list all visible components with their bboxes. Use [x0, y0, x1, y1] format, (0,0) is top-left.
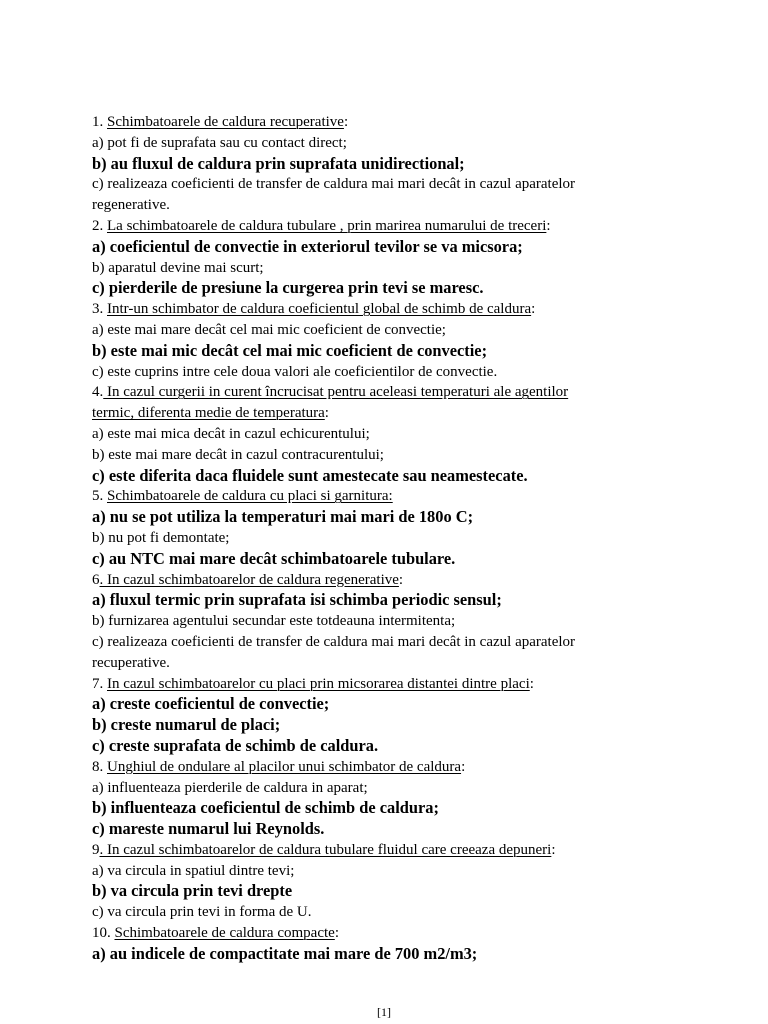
question-5-text — [92, 486, 712, 507]
question-number: 8. — [92, 758, 104, 775]
question-prompt: Schimbatoarele de caldura cu placi si garnitura: — [107, 488, 393, 505]
question-7-text — [92, 674, 712, 695]
question-prompt: Intr-un schimbator de caldura coeficientul global de schimb de caldura — [107, 301, 532, 318]
question-number: 3. — [92, 301, 104, 318]
answer-option: b) este mai mare decât in cazul contracurentului; — [92, 446, 384, 463]
question-prompt: In cazul curgerii in curent încrucisat pentru aceleasi temperaturi ale agentilor — [103, 384, 569, 401]
question-colon: : — [324, 405, 329, 422]
answer-option-correct: a) creste coeficientul de convectie; — [92, 694, 330, 714]
question-colon: : — [551, 841, 556, 858]
answer-option: c) este cuprins intre cele doua valori ale coeficientilor de convectie. — [92, 363, 498, 380]
question-3-text — [92, 299, 712, 320]
question-6-text — [92, 570, 712, 591]
question-10-text — [92, 923, 712, 944]
answer-option-correct: a) au indicele de compactitate mai mare de 700 m2/m3; — [92, 943, 478, 963]
question-number: 1. — [92, 114, 104, 130]
answer-option: c) va circula prin tevi in forma de U. — [92, 904, 312, 921]
answer-option: a) pot fi de suprafata sau cu contact direct; — [92, 134, 347, 151]
answer-option: b) aparatul devine mai scurt; — [92, 259, 264, 276]
question-colon: : — [461, 758, 466, 775]
answer-option: a) este mai mare decât cel mai mic coeficient de convectie; — [92, 321, 446, 338]
answer-option-correct: a) nu se pot utiliza la temperaturi mai mari de 180o C; — [92, 507, 474, 527]
question-prompt: Schimbatoarele de caldura compacte — [114, 925, 335, 942]
page-number: [1] — [377, 1005, 391, 1019]
answer-option: a) va circula in spatiul dintre tevi; — [92, 862, 295, 879]
answer-option: a) influenteaza pierderile de caldura in aparat; — [92, 779, 368, 796]
answer-option: c) realizeaza coeficienti de transfer de caldura mai mari decât in cazul aparatelor — [92, 633, 576, 650]
answer-option: recuperative. — [92, 654, 170, 671]
question-colon: : — [334, 925, 339, 942]
question-prompt: Unghiul de ondulare al placilor unui schimbator de caldura — [107, 758, 462, 775]
question-1-text — [92, 112, 712, 133]
question-number: 10. — [92, 925, 111, 942]
answer-option: c) realizeaza coeficienti de transfer de caldura mai mari decât in cazul aparatelor — [92, 176, 576, 193]
question-number: 5. — [92, 488, 104, 505]
question-prompt: . In cazul schimbatoarelor de caldura tubulare fluidul care creeaza depuneri — [99, 841, 552, 858]
answer-option: regenerative. — [92, 197, 170, 214]
question-colon: : — [529, 675, 534, 692]
question-prompt: La schimbatoarele de caldura tubulare , prin marirea numarului de treceri — [107, 217, 547, 234]
answer-option-correct: c) mareste numarul lui Reynolds. — [92, 819, 325, 839]
question-2-text — [92, 216, 712, 237]
question-number: 6 — [92, 571, 100, 588]
question-9-text — [92, 840, 712, 861]
question-prompt: In cazul schimbatoarelor cu placi prin micsorarea distantei dintre placi — [107, 675, 530, 692]
question-4-text — [92, 382, 712, 403]
answer-option-correct: b) creste numarul de placi; — [92, 715, 281, 735]
question-number: 7. — [92, 675, 104, 692]
answer-option-correct: c) creste suprafata de schimb de caldura. — [92, 735, 379, 755]
answer-option: a) este mai mica decât in cazul echicurentului; — [92, 425, 370, 442]
answer-option-correct: c) au NTC mai mare decât schimbatoarele tubulare. — [92, 548, 456, 568]
question-prompt: termic, diferenta medie de temperatura — [92, 405, 325, 422]
question-number: 2. — [92, 217, 104, 234]
question-4-text-continued — [92, 403, 712, 424]
question-colon: : — [546, 217, 551, 234]
answer-option-correct: a) fluxul termic prin suprafata isi schimba periodic sensul; — [92, 590, 502, 610]
answer-option-correct: a) coeficientul de convectie in exteriorul tevilor se va micsora; — [92, 236, 523, 256]
answer-option-correct: b) au fluxul de caldura prin suprafata unidirectional; — [92, 153, 465, 173]
question-prompt: Schimbatoarele de caldura recuperative — [107, 114, 344, 130]
question-colon: : — [398, 571, 404, 588]
answer-option-correct: b) va circula prin tevi drepte — [92, 881, 293, 901]
question-number: 9 — [92, 841, 100, 858]
answer-option-correct: c) pierderile de presiune la curgerea prin tevi se maresc. — [92, 278, 484, 298]
answer-option-correct: b) este mai mic decât cel mai mic coeficient de convectie; — [92, 340, 488, 360]
answer-option: b) nu pot fi demontate; — [92, 529, 230, 546]
answer-option-correct: b) influenteaza coeficientul de schimb de caldura; — [92, 798, 439, 818]
question-number: 4. — [92, 384, 104, 401]
question-prompt: . In cazul schimbatoarelor de caldura regenerative — [99, 571, 399, 588]
question-8-text — [92, 757, 712, 778]
question-colon: : — [343, 114, 349, 130]
answer-option-correct: c) este diferita daca fluidele sunt amestecate sau neamestecate. — [92, 465, 528, 485]
document-page — [92, 112, 712, 965]
question-colon: : — [531, 301, 536, 318]
answer-option: b) furnizarea agentului secundar este totdeauna intermitenta; — [92, 613, 456, 630]
